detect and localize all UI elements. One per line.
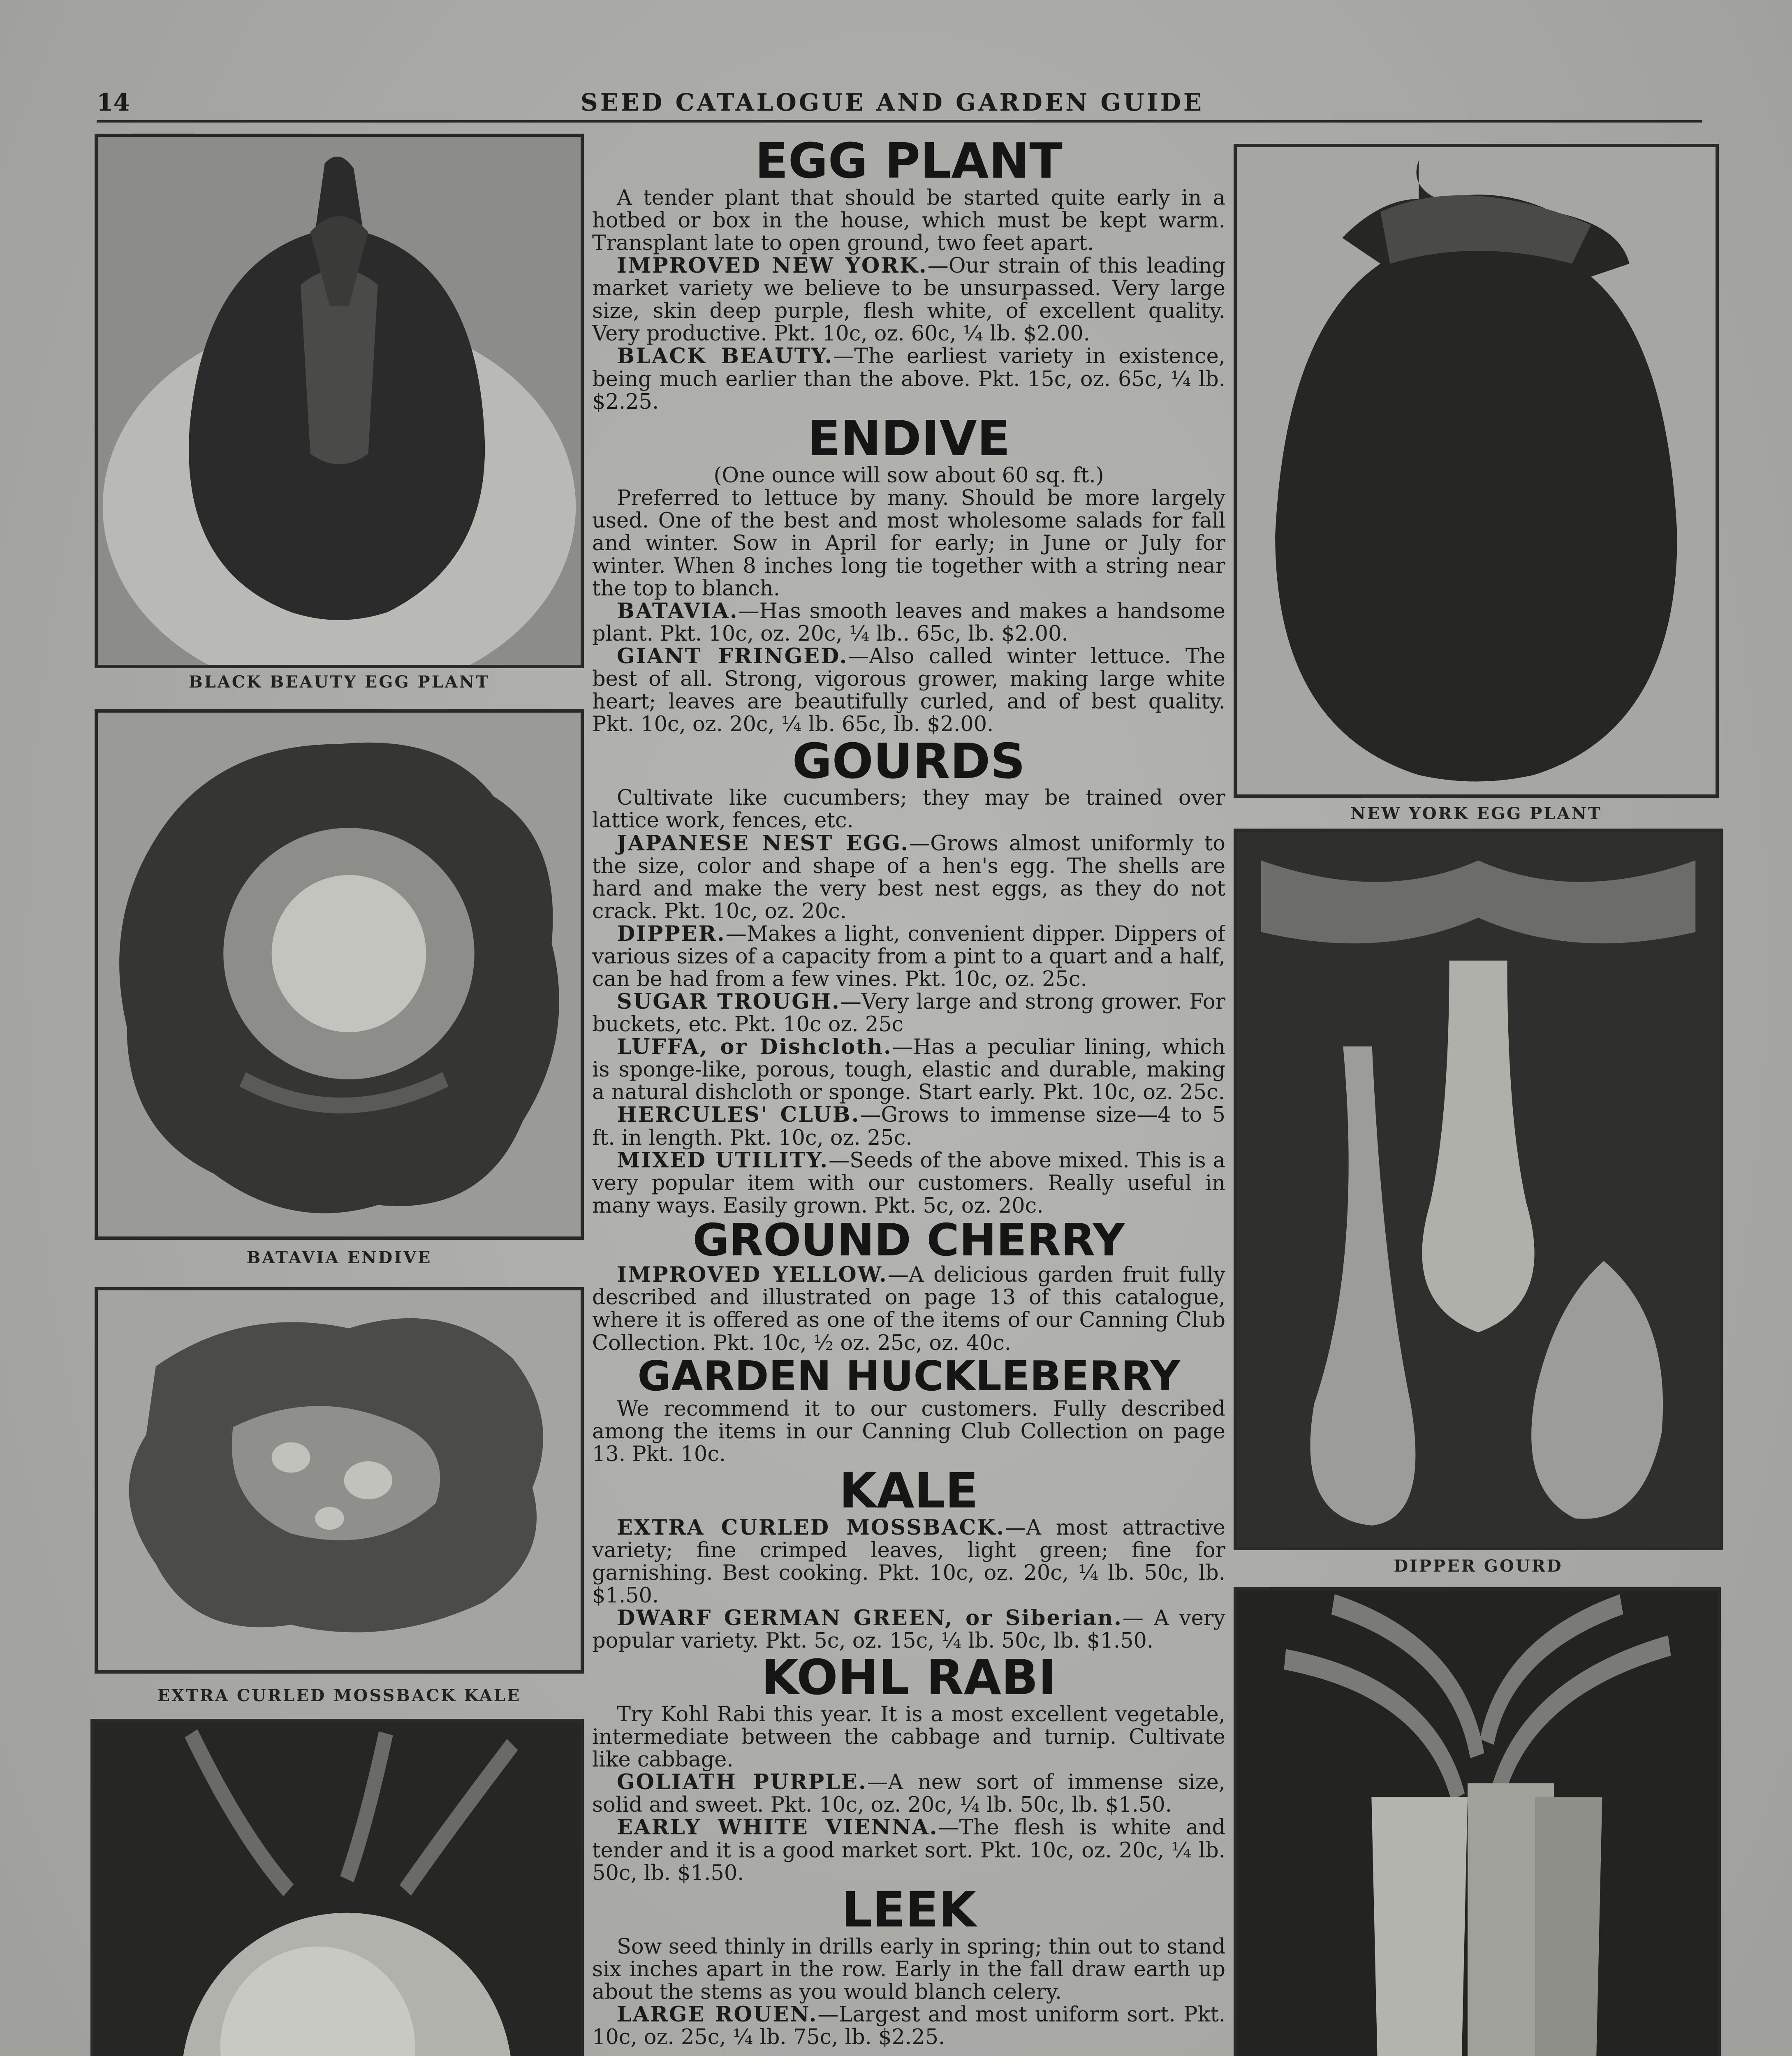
gourds-variety: [592, 991, 1225, 1036]
kohl-rabi-variety: [592, 1816, 1225, 1884]
section-leek: [592, 1881, 1225, 2049]
variety-name: DWARF GERMAN GREEN, or Siberian.: [617, 1606, 1123, 1631]
section-ground-cherry: [592, 1214, 1225, 1355]
endive-intro: Preferred to lettuce by many. Should be more largely used. One of the best and most wholesome salads for fall and winter. Sow in April for early; in June or July for winter. When 8 inches long tie together with a string near the top to blanch.: [592, 486, 1225, 601]
endive-photo-batavia: [95, 709, 584, 1240]
variety-text: —Seeds of the above mixed. This is a very popular item with our customers. Really useful in many ways. Easily grown. Pkt. 5c, oz. 20c.: [592, 1148, 1225, 1218]
page-header: [97, 88, 1688, 117]
variety-text: — A very popular variety. Pkt. 5c, oz. 15c, ¼ lb. 50c, lb. $1.50.: [592, 1606, 1225, 1653]
variety-text: —Very large and strong grower. For buckets, etc. Pkt. 10c oz. 25c: [592, 990, 1225, 1037]
egg-plant-variety: [592, 345, 1225, 413]
variety-name: EXTRA CURLED MOSSBACK.: [617, 1515, 1005, 1540]
gourd-photo-dipper: [1234, 829, 1723, 1550]
variety-text: —The earliest variety in existence, being much earlier than the above. Pkt. 15c, oz. 65c, ¼ lb. $2.25.: [592, 344, 1225, 414]
ground-cherry-variety: [592, 1264, 1225, 1354]
variety-name: EARLY WHITE VIENNA.: [617, 1815, 938, 1840]
variety-name: SUGAR TROUGH.: [617, 989, 840, 1014]
variety-name: LARGE ROUEN.: [617, 2002, 818, 2027]
variety-text: —The flesh is white and tender and it is a good market sort. Pkt. 10c, oz. 20c, ¼ lb. 50c, lb. $1.50.: [592, 1815, 1225, 1885]
section-garden-huckleberry: [592, 1354, 1225, 1466]
variety-text: —Grows to immense size—4 to 5 ft. in length. Pkt. 10c, oz. 25c.: [592, 1103, 1225, 1150]
variety-name: GOLIATH PURPLE.: [617, 1770, 867, 1795]
egg-plant-variety: [592, 255, 1225, 345]
endive-variety: [592, 600, 1225, 645]
variety-name: HERCULES' CLUB.: [617, 1102, 860, 1128]
variety-text: —Grows almost uniformly to the size, color and shape of a hen's egg. The shells are hard and make the very best nest eggs, as they do not crack. Pkt. 10c, oz. 20c.: [592, 831, 1225, 924]
variety-text: —Makes a light, convenient dipper. Dippers of various sizes of a capacity from a pint to a quart and a half, can be had from a few vines. Pkt. 10c, oz. 25c.: [592, 921, 1225, 992]
gourds-intro: Cultivate like cucumbers; they may be trained over lattice work, fences, etc.: [592, 786, 1225, 833]
section-kale: [592, 1462, 1225, 1653]
endive-icon: [98, 713, 581, 1236]
leek-icon: [1237, 1591, 1718, 2056]
variety-text: —Also called winter lettuce. The best of all. Strong, vigorous grower, making large white heart; leaves are beautifully curled, and of best quality. Pkt. 10c, oz. 20c, ¼ lb. 65c, lb. $2.00.: [592, 644, 1225, 737]
header-rule: [97, 120, 1702, 123]
variety-text: —Has a peculiar lining, which is sponge-like, porous, tough, elastic and durable, making a natural dishcloth or sponge. Start early. Pkt. 10c, oz. 25c.: [592, 1035, 1225, 1105]
heading-gourds: GOURDS: [792, 732, 1026, 790]
variety-name: BATAVIA.: [617, 599, 739, 624]
variety-name: BLACK BEAUTY.: [617, 344, 833, 369]
eggplant-icon: [98, 137, 581, 665]
variety-name: LUFFA, or Dishcloth.: [617, 1035, 892, 1060]
variety-name: IMPROVED NEW YORK.: [617, 253, 928, 278]
section-endive: [592, 410, 1225, 737]
heading-ground-cherry: GROUND CHERRY: [692, 1214, 1125, 1266]
variety-text: —Largest and most uniform sort. Pkt. 10c, oz. 25c, ¼ lb. 75c, lb. $2.25.: [592, 2002, 1225, 2049]
caption-new-york: NEW YORK EGG PLANT: [1350, 804, 1602, 823]
gourds-variety: [592, 1149, 1225, 1217]
variety-text: —A most attractive variety; fine crimped leaves, light green; fine for garnishing. Best cooking. Pkt. 10c, oz. 20c, ¼ lb. 50c, lb. $1.50.: [592, 1515, 1225, 1608]
endive-variety: [592, 645, 1225, 736]
kohlrabi-photo-white-vienna: [90, 1719, 584, 2056]
heading-endive: ENDIVE: [807, 410, 1010, 467]
kohlrabi-icon: [94, 1722, 581, 2056]
caption-black-beauty: BLACK BEAUTY EGG PLANT: [188, 672, 490, 692]
section-gourds: [592, 732, 1225, 1218]
heading-egg-plant: EGG PLANT: [755, 136, 1063, 189]
page-number: 14: [97, 88, 130, 116]
gourds-variety: [592, 923, 1225, 991]
variety-text: —Has smooth leaves and makes a handsome plant. Pkt. 10c, oz. 20c, ¼ lb.. 65c, lb. $2.00.: [592, 599, 1225, 646]
leek-photo-large-rouen: [1234, 1587, 1721, 2056]
variety-text: —Our strain of this leading market variety we believe to be unsurpassed. Very large size, skin deep purple, flesh white, of excellent quality. Very productive. Pkt. 10c, oz. 60c, ¼ lb. $2.00.: [592, 254, 1225, 346]
variety-name: GIANT FRINGED.: [617, 644, 848, 669]
center-text-column: [592, 136, 1225, 2056]
eggplant-icon: [1237, 147, 1716, 794]
eggplant-photo-new-york: [1234, 144, 1719, 798]
variety-name: MIXED UTILITY.: [617, 1148, 829, 1173]
kohl-rabi-variety: [592, 1771, 1225, 1816]
heading-kale: KALE: [839, 1462, 979, 1519]
leek-variety: [592, 2003, 1225, 2049]
running-title: SEED CATALOGUE AND GARDEN GUIDE: [580, 88, 1204, 116]
variety-name: IMPROVED YELLOW.: [617, 1262, 888, 1287]
huckleberry-intro: We recommend it to our customers. Fully described among the items in our Canning Club Collection on page 13. Pkt. 10c.: [592, 1396, 1225, 1466]
gourds-variety: [592, 1036, 1225, 1104]
egg-plant-intro: A tender plant that should be started quite early in a hotbed or box in the house, which must be kept warm. Transplant late to open ground, two feet apart.: [592, 185, 1225, 256]
section-egg-plant: [592, 136, 1225, 413]
caption-batavia-endive: BATAVIA ENDIVE: [246, 1248, 432, 1267]
heading-kohl-rabi: KOHL RABI: [761, 1649, 1056, 1706]
eggplant-photo-black-beauty: [95, 134, 584, 668]
caption-dipper-gourd: DIPPER GOURD: [1394, 1556, 1563, 1576]
section-kohl-rabi: [592, 1649, 1225, 1885]
gourd-icon: [1237, 832, 1720, 1547]
endive-note: (One ounce will sow about 60 sq. ft.): [713, 463, 1104, 488]
kale-photo-mossback: [95, 1287, 584, 1674]
variety-name: DIPPER.: [617, 921, 726, 946]
variety-text: —A new sort of immense size, solid and sweet. Pkt. 10c, oz. 20c, ¼ lb. 50c, lb. $1.50.: [592, 1770, 1225, 1818]
gourds-variety: [592, 1104, 1225, 1149]
kohl-rabi-intro: Try Kohl Rabi this year. It is a most excellent vegetable, intermediate between the cabbage and turnip. Cultivate like cabbage.: [592, 1702, 1225, 1772]
variety-name: JAPANESE NEST EGG.: [617, 831, 910, 856]
heading-garden-huckleberry: GARDEN HUCKLEBERRY: [637, 1352, 1180, 1400]
kale-variety: [592, 1607, 1225, 1652]
caption-mossback-kale: EXTRA CURLED MOSSBACK KALE: [157, 1686, 521, 1705]
variety-text: —A delicious garden fruit fully described and illustrated on page 13 of this catalogue, where it is offered as one of the items of our Canning Club Collection. Pkt. 10c, ½ oz. 25c, oz. 40c.: [592, 1263, 1225, 1355]
kale-icon: [98, 1290, 581, 1670]
kale-variety: [592, 1517, 1225, 1607]
gourds-variety: [592, 832, 1225, 923]
leek-intro: Sow seed thinly in drills early in spring; thin out to stand six inches apart in the row. Early in the fall draw earth up about the stems as you would blanch celery.: [592, 1934, 1225, 2004]
heading-leek: LEEK: [841, 1881, 976, 1938]
